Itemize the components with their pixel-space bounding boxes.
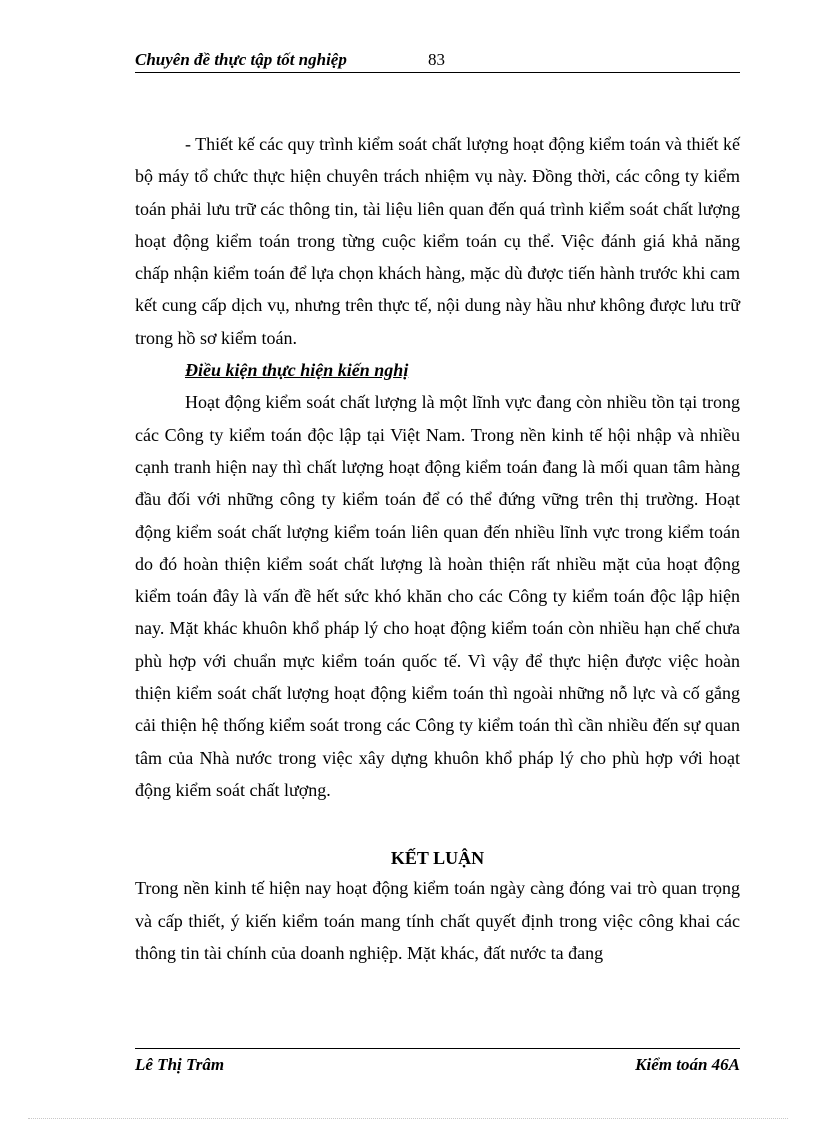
subheading-implementation-conditions: Điều kiện thực hiện kiến nghị [185,360,409,381]
paragraph-implementation-conditions: Hoạt động kiểm soát chất lượng là một lĩnh vực đang còn nhiều tồn tại trong các Công ty kiểm toán độc lập tại Việt Nam. Trong nền kinh tế hội nhập và nhiều cạnh tranh hiện nay thì chất lượng hoạt động kiểm toán đang là mối quan tâm hàng đầu đối với những công ty kiểm toán để có thể đứng vững trên thị trường. Hoạt động kiểm soát chất lượng kiểm toán liên quan đến nhiều lĩnh vực trong kiểm toán do đó hoàn thiện kiểm soát chất lượng là hoàn thiện rất nhiều mặt của hoạt động kiểm toán đây là vấn đề hết sức khó khăn cho các Công ty kiểm toán độc lập hiện nay. Mặt khác khuôn khổ pháp lý cho hoạt động kiểm toán còn nhiều hạn chế chưa phù hợp với chuẩn mực kiểm toán quốc tế. Vì vậy để thực hiện được việc hoàn thiện kiểm soát chất lượng hoạt động kiểm toán thì ngoài những nỗ lực và cố gắng cải thiện hệ thống kiểm soát trong các Công ty kiểm toán thì cần nhiều đến sự quan tâm của Nhà nước trong việc xây dựng khuôn khổ pháp lý cho phù hợp với hoạt động kiểm soát chất lượng. [135,392,740,800]
footer-author: Lê Thị Trâm [135,1055,225,1074]
page-header [135,50,740,73]
footer-class: Kiểm toán 46A [635,1055,740,1074]
conclusion-heading: KẾT LUẬN [390,848,485,869]
page-number: 83 [428,50,445,69]
page-bottom-divider [28,1118,788,1119]
document-body [135,128,740,969]
paragraph-quality-procedures: - Thiết kế các quy trình kiểm soát chất lượng hoạt động kiểm toán và thiết kế bộ máy tổ chức thực hiện chuyên trách nhiệm vụ này. Đồng thời, các công ty kiểm toán phải lưu trữ các thông tin, tài liệu liên quan đến quá trình kiểm soát chất lượng hoạt động kiểm toán trong từng cuộc kiểm toán cụ thể. Việc đánh giá khả năng chấp nhận kiểm toán để lựa chọn khách hàng, mặc dù được tiến hành trước khi cam kết cung cấp dịch vụ, nhưng trên thực tế, nội dung này hầu như không được lưu trữ trong hồ sơ kiểm toán. [135,134,740,348]
paragraph-conclusion: Trong nền kinh tế hiện nay hoạt động kiểm toán ngày càng đóng vai trò quan trọng và cấp thiết, ý kiến kiểm toán mang tính chất quyết định trong việc công khai các thông tin tài chính của doanh nghiệp. Mặt khác, đất nước ta đang [135,878,740,963]
header-title: Chuyên đề thực tập tốt nghiệp [135,50,347,69]
page-footer [135,1048,740,1079]
